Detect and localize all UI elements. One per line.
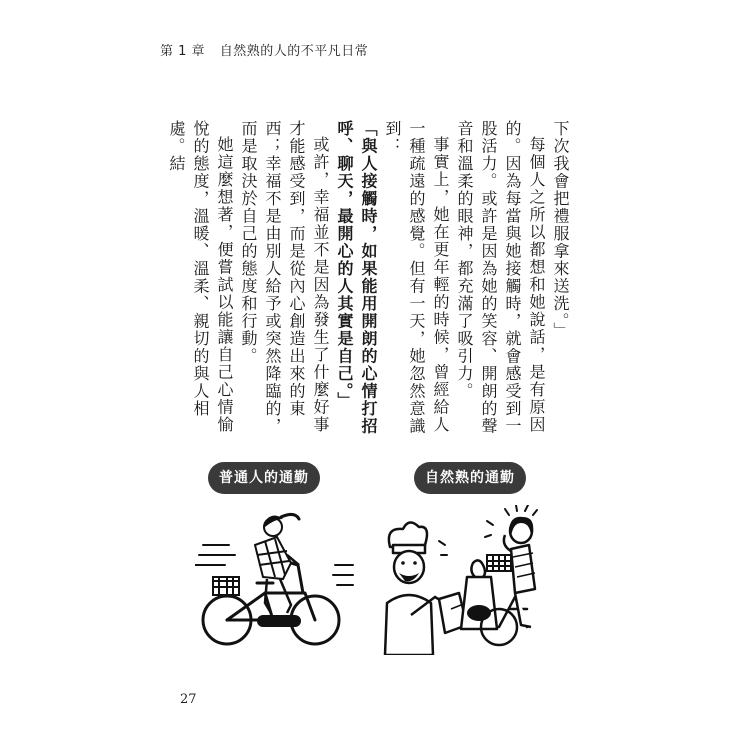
- label-ordinary-commute: 普通人的通勤: [208, 462, 320, 494]
- paragraph: 事實上，她在更年輕的時候，曾經給人一種疏遠的感覺。但有一天，她忽然意識到：: [383, 120, 450, 435]
- bike-chain-guard: [257, 615, 301, 627]
- paragraph: 每個人之所以都想和她說話，是有原因的。因為每當與她接觸時，就會感受到一股活力。或許是因為她的笑容、開朗的聲音和溫柔的眼神，都充滿了吸引力。: [455, 120, 546, 435]
- greeting-lines: [485, 521, 493, 537]
- vertical-body-text: [167, 120, 572, 450]
- paragraph: 她這麼想著，便嘗試以能讓自己心情愉悅的態度，溫暖、溫柔、親切的與人相處。結: [167, 120, 234, 434]
- sparkle-lines: [505, 505, 537, 515]
- friendly-cyclist-greeting-baker-icon: [375, 505, 540, 655]
- chapter-number: 第 1 章: [160, 44, 206, 59]
- emphasis-quote: 「與人接觸時，如果能用開朗的心情打招呼、聊天，最開心的人其實是自己。」: [335, 120, 378, 435]
- label-friendly-commute: 自然熟的通勤: [414, 462, 526, 494]
- cyclist-sweater: [511, 545, 535, 593]
- paragraph: 或許，幸福並不是因為發生了什麼好事才能感受到，而是從內心創造出來的東西；幸福不是由別人給予或突然降臨的，而是取決於自己的態度和行動。: [239, 120, 330, 435]
- paragraph: 下次我會把禮服拿來送洗。」: [551, 120, 570, 340]
- hanging-bag-handle: [471, 560, 485, 577]
- running-head: [160, 40, 368, 59]
- hanging-bread-bag: [461, 577, 497, 629]
- chapter-title: 自然熟的人的不平凡日常: [219, 44, 369, 59]
- hurried-cyclist-icon: [195, 505, 355, 655]
- speed-lines: [195, 545, 235, 565]
- page-number: 27: [180, 692, 197, 707]
- chef-hat: [389, 522, 427, 547]
